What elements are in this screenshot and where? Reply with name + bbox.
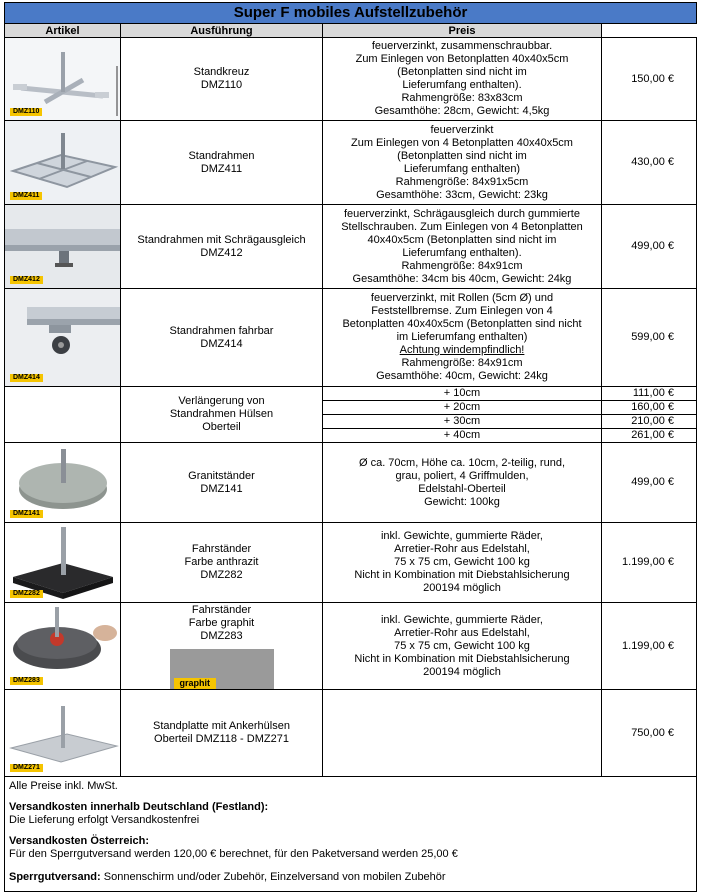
header-preis: Preis — [323, 24, 602, 38]
product-name: Fahrständer — [191, 543, 252, 555]
product-name: Granitständer — [188, 469, 255, 482]
product-image-dmz414 — [5, 289, 121, 387]
product-tag: DMZ283 — [10, 677, 43, 685]
product-tag: DMZ414 — [10, 374, 43, 382]
product-color: Farbe anthrazit — [184, 556, 259, 568]
extension-option: + 30cm — [323, 415, 602, 429]
product-description: feuerverzinkt, Schrägausgleich durch gummierte Stellschrauben. Zum Einlegen von 4 Betonplatten 40x40x5cm (Betonplatten sind nicht im Lieferumfang enthalten). Rahmengröße: 84x91cm Gesamthöhe: 34cm bis 40cm, Gewicht: 24kg — [323, 205, 602, 289]
table-row — [5, 205, 697, 289]
product-code: DMZ282 — [200, 569, 243, 581]
product-tag: DMZ271 — [10, 764, 43, 772]
product-price: 160,00 € — [602, 401, 697, 415]
table-row — [5, 289, 697, 387]
product-name: Standkreuz — [193, 66, 250, 78]
product-code: Oberteil DMZ118 - DMZ271 — [154, 733, 289, 745]
product-code: DMZ411 — [200, 162, 243, 175]
product-description: feuerverzinkt Zum Einlegen von 4 Betonplatten 40x40x5cm (Betonplatten sind nicht im Lieferumfang enthalten) Rahmengröße: 84x91x5cm Gesamthöhe: 33cm, Gewicht: 23kg — [323, 121, 602, 205]
product-tag: DMZ110 — [10, 108, 42, 116]
extension-option: + 40cm — [323, 429, 602, 443]
product-image-dmz411 — [5, 121, 121, 205]
color-swatch-graphit — [170, 649, 274, 689]
table-row — [5, 443, 697, 523]
product-code: DMZ283 — [200, 629, 243, 642]
product-code: DMZ414 — [200, 337, 243, 350]
product-description: inkl. Gewichte, gummierte Räder, Arretier-Rohr aus Edelstahl, 75 x 75 cm, Gewicht 100 kg Nicht in Kombination mit Diebstahlsicherung 200194 möglich — [323, 603, 602, 690]
product-name: Standrahmen — [188, 149, 255, 162]
product-tag: DMZ412 — [10, 276, 43, 284]
table-row — [5, 38, 697, 121]
table-row — [5, 603, 697, 690]
shipping-at-text: Für den Sperrgutversand werden 120,00 € berechnet, für den Paketversand werden 25,00 € — [9, 848, 458, 860]
product-image-dmz271 — [5, 690, 121, 777]
product-price: 210,00 € — [602, 415, 697, 429]
product-price: 261,00 € — [602, 429, 697, 443]
product-image-dmz110 — [5, 38, 121, 121]
product-price: 499,00 € — [602, 443, 697, 523]
product-price: 1.199,00 € — [602, 603, 697, 690]
warning-text: Achtung windempfindlich! — [399, 344, 525, 356]
product-code: DMZ110 — [200, 79, 243, 91]
swatch-label: graphit — [174, 678, 217, 689]
accessory-table — [4, 2, 697, 892]
product-tag: DMZ411 — [10, 192, 42, 200]
product-image-dmz141 — [5, 443, 121, 523]
product-description: Ø ca. 70cm, Höhe ca. 10cm, 2-teilig, rund, grau, poliert, 4 Griffmulden, Edelstahl-Oberteil Gewicht: 100kg — [323, 443, 602, 523]
header-artikel: Artikel — [5, 24, 121, 38]
product-description: feuerverzinkt, mit Rollen (5cm Ø) und Feststellbremse. Zum Einlegen von 4 Betonplatten 40x40x5cm (Betonplatten sind nicht im Lieferumfang enthalten) Achtung windempfindlich! Rahmengröße: 84x91cm Gesamthöhe: 40cm, Gewicht: 24kg — [323, 289, 602, 387]
product-price: 111,00 € — [602, 387, 697, 401]
product-code: DMZ412 — [200, 246, 243, 259]
shipping-de-text: Die Lieferung erfolgt Versandkostenfrei — [9, 814, 200, 826]
product-color: Farbe graphit — [188, 616, 255, 629]
header-ausfuehrung: Ausführung — [121, 24, 323, 38]
table-row — [5, 690, 697, 777]
product-tag: DMZ282 — [10, 590, 43, 598]
sperrgut-text: Sonnenschirm und/oder Zubehör, Einzelversand von mobilen Zubehör — [100, 871, 446, 883]
product-name: Standrahmen fahrbar — [169, 324, 274, 337]
extension-option: + 10cm — [323, 387, 602, 401]
product-image-dmz283 — [5, 603, 121, 690]
empty-image-cell — [5, 387, 121, 443]
product-description: inkl. Gewichte, gummierte Räder, Arretier-Rohr aus Edelstahl, 75 x 75 cm, Gewicht 100 kg Nicht in Kombination mit Diebstahlsicherung 200194 möglich — [323, 523, 602, 603]
product-description: feuerverzinkt, zusammenschraubbar. Zum Einlegen von Betonplatten 40x40x5cm (Betonplatten sind nicht im Lieferumfang enthalten). Rahmengröße: 83x83cm Gesamthöhe: 28cm, Gewicht: 4,5kg — [323, 38, 602, 121]
table-row — [5, 523, 697, 603]
product-price: 1.199,00 € — [602, 523, 697, 603]
product-price: 150,00 € — [602, 38, 697, 121]
page-title: Super F mobiles Aufstellzubehör — [5, 3, 697, 24]
product-code: DMZ141 — [200, 482, 243, 495]
product-name: Fahrständer — [191, 603, 252, 616]
product-price: 499,00 € — [602, 205, 697, 289]
product-image-dmz412 — [5, 205, 121, 289]
extension-option: + 20cm — [323, 401, 602, 415]
vat-note: Alle Preise inkl. MwSt. — [9, 780, 118, 792]
product-name: Standrahmen mit Schrägausgleich — [137, 233, 306, 246]
product-description — [323, 690, 602, 777]
product-name: Standplatte mit Ankerhülsen — [153, 720, 290, 732]
shipping-at-heading: Versandkosten Österreich: — [9, 835, 150, 847]
product-price: 750,00 € — [602, 690, 697, 777]
table-row — [5, 387, 697, 401]
product-price: 430,00 € — [602, 121, 697, 205]
table-row — [5, 121, 697, 205]
product-name: Verlängerung von Standrahmen Hülsen Oberteil — [121, 387, 323, 443]
shipping-notes — [5, 777, 697, 892]
product-price: 599,00 € — [602, 289, 697, 387]
product-image-dmz282 — [5, 523, 121, 603]
shipping-de-heading: Versandkosten innerhalb Deutschland (Festland): — [9, 801, 269, 813]
sperrgut-heading: Sperrgutversand: — [9, 871, 101, 883]
product-tag: DMZ141 — [10, 510, 43, 518]
